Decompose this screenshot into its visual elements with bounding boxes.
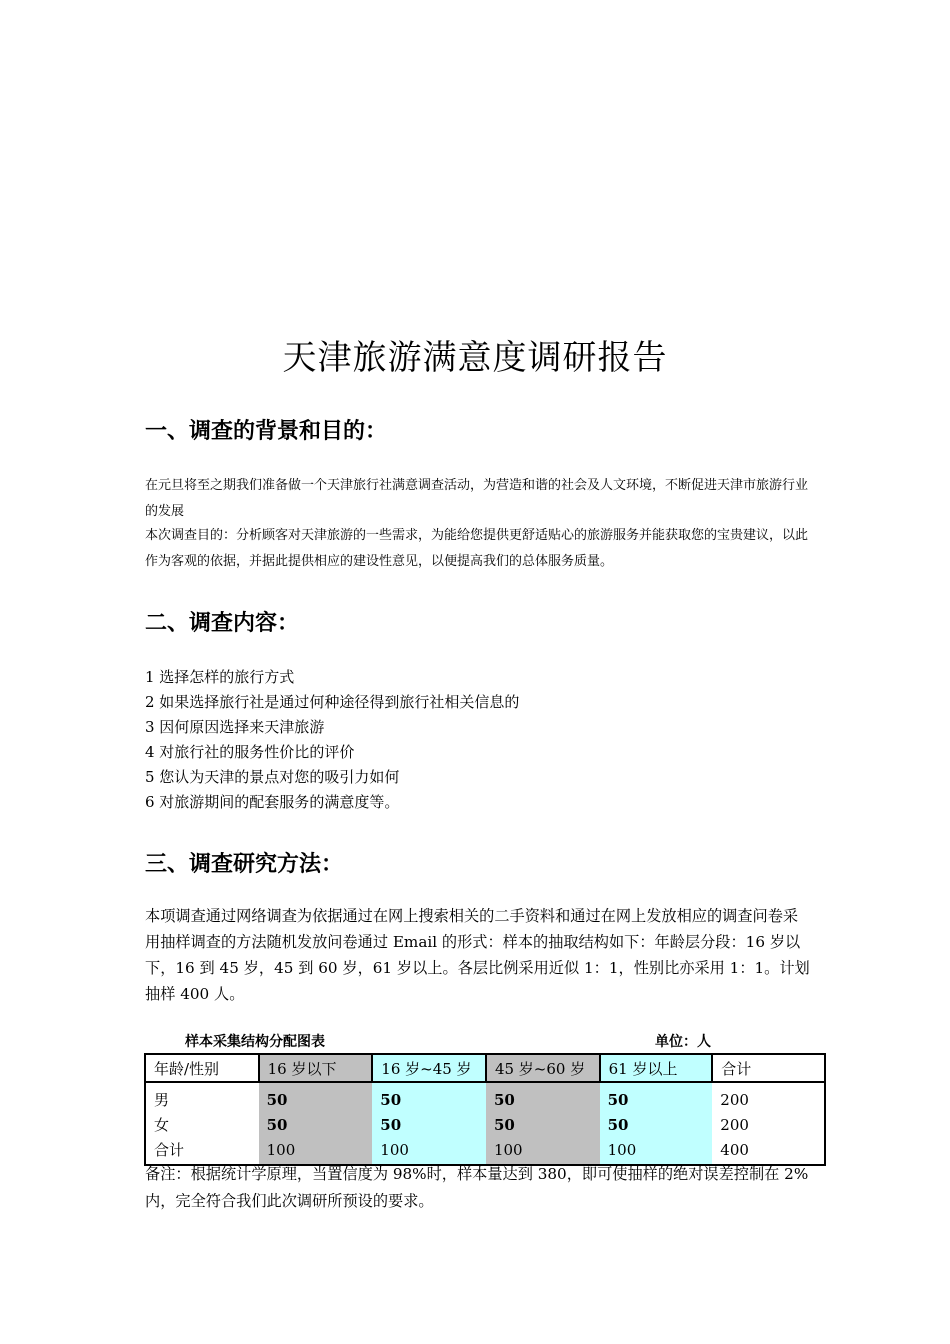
- header-cell: 16 岁以下: [259, 1054, 373, 1082]
- document-title: 天津旅游满意度调研报告: [282, 338, 668, 378]
- table-cell: 50: [372, 1112, 486, 1137]
- header-cell: 合计: [712, 1054, 825, 1082]
- table-cell: 200: [720, 1090, 749, 1109]
- table-cell: 50: [486, 1112, 600, 1137]
- row-label: 男: [154, 1091, 170, 1109]
- table-cell: 100: [486, 1137, 600, 1165]
- list-item: 2 如果选择旅行社是通过何种途径得到旅行社相关信息的: [145, 693, 520, 711]
- header-cell: 45 岁~60 岁: [486, 1054, 600, 1082]
- method-paragraph: 本项调查通过网络调查为依据通过在网上搜索相关的二手资料和通过在网上发放相应的调查问卷采用抽样调查的方法随机发放问卷通过 Email 的形式：样本的抽取结构如下：年龄层分段：16 岁以下，16 到 45 岁，45 到 60 岁，61 岁以上。各层比例采用近似 1：1，性别比亦采用 1：1。计划抽样 400 人。: [145, 907, 810, 1003]
- table-row: [145, 1112, 825, 1137]
- table-note: 备注：根据统计学原理，当置信度为 98%时，样本量达到 380，即可使抽样的绝对误差控制在 2%内，完全符合我们此次调研所预设的要求。: [145, 1165, 809, 1210]
- list-item: 4 对旅行社的服务性价比的评价: [145, 743, 355, 761]
- table-caption: 样本采集结构分配图表: [185, 1034, 325, 1050]
- sample-structure-table: [144, 1053, 826, 1166]
- row-label: 女: [154, 1116, 170, 1134]
- table-row: [145, 1082, 825, 1112]
- list-item: 5 您认为天津的景点对您的吸引力如何: [145, 768, 400, 786]
- table-unit: 单位：人: [655, 1034, 711, 1050]
- table-cell: 200: [720, 1115, 749, 1134]
- list-item: 1 选择怎样的旅行方式: [145, 668, 295, 686]
- section-heading-content: 二、调查内容：: [145, 611, 300, 636]
- table-header-row: [145, 1054, 825, 1082]
- table-cell: 100: [259, 1137, 373, 1165]
- list-item: 6 对旅游期间的配套服务的满意度等。: [145, 793, 400, 811]
- table-cell: 50: [486, 1082, 600, 1112]
- table-cell: 400: [720, 1140, 749, 1159]
- background-paragraph: 在元旦将至之期我们准备做一个天津旅行社满意调查活动，为营造和谐的社会及人文环境，不断促进天津市旅游行业的发展: [145, 478, 809, 519]
- table-cell: 50: [259, 1082, 373, 1112]
- row-label: 合计: [154, 1141, 185, 1159]
- table-cell: 100: [372, 1137, 486, 1165]
- section-heading-method: 三、调查研究方法：: [145, 852, 344, 877]
- section-heading-background: 一、调查的背景和目的：: [145, 419, 388, 444]
- table-cell: 50: [600, 1112, 713, 1137]
- purpose-paragraph: 本次调查目的：分析顾客对天津旅游的一些需求，为能给您提供更舒适贴心的旅游服务并能获取您的宝贵建议，以此作为客观的依据，并据此提供相应的建设性意见，以便提高我们的总体服务质量。: [145, 528, 809, 569]
- header-cell: 16 岁~45 岁: [372, 1054, 486, 1082]
- table-cell: 50: [259, 1112, 373, 1137]
- table-cell: 50: [600, 1082, 713, 1112]
- survey-content-list: [145, 665, 519, 815]
- table-cell: 100: [600, 1137, 713, 1165]
- table-cell: 50: [372, 1082, 486, 1112]
- list-item: 3 因何原因选择来天津旅游: [145, 718, 325, 736]
- header-cell: 年龄/性别: [145, 1054, 259, 1082]
- header-cell: 61 岁以上: [600, 1054, 713, 1082]
